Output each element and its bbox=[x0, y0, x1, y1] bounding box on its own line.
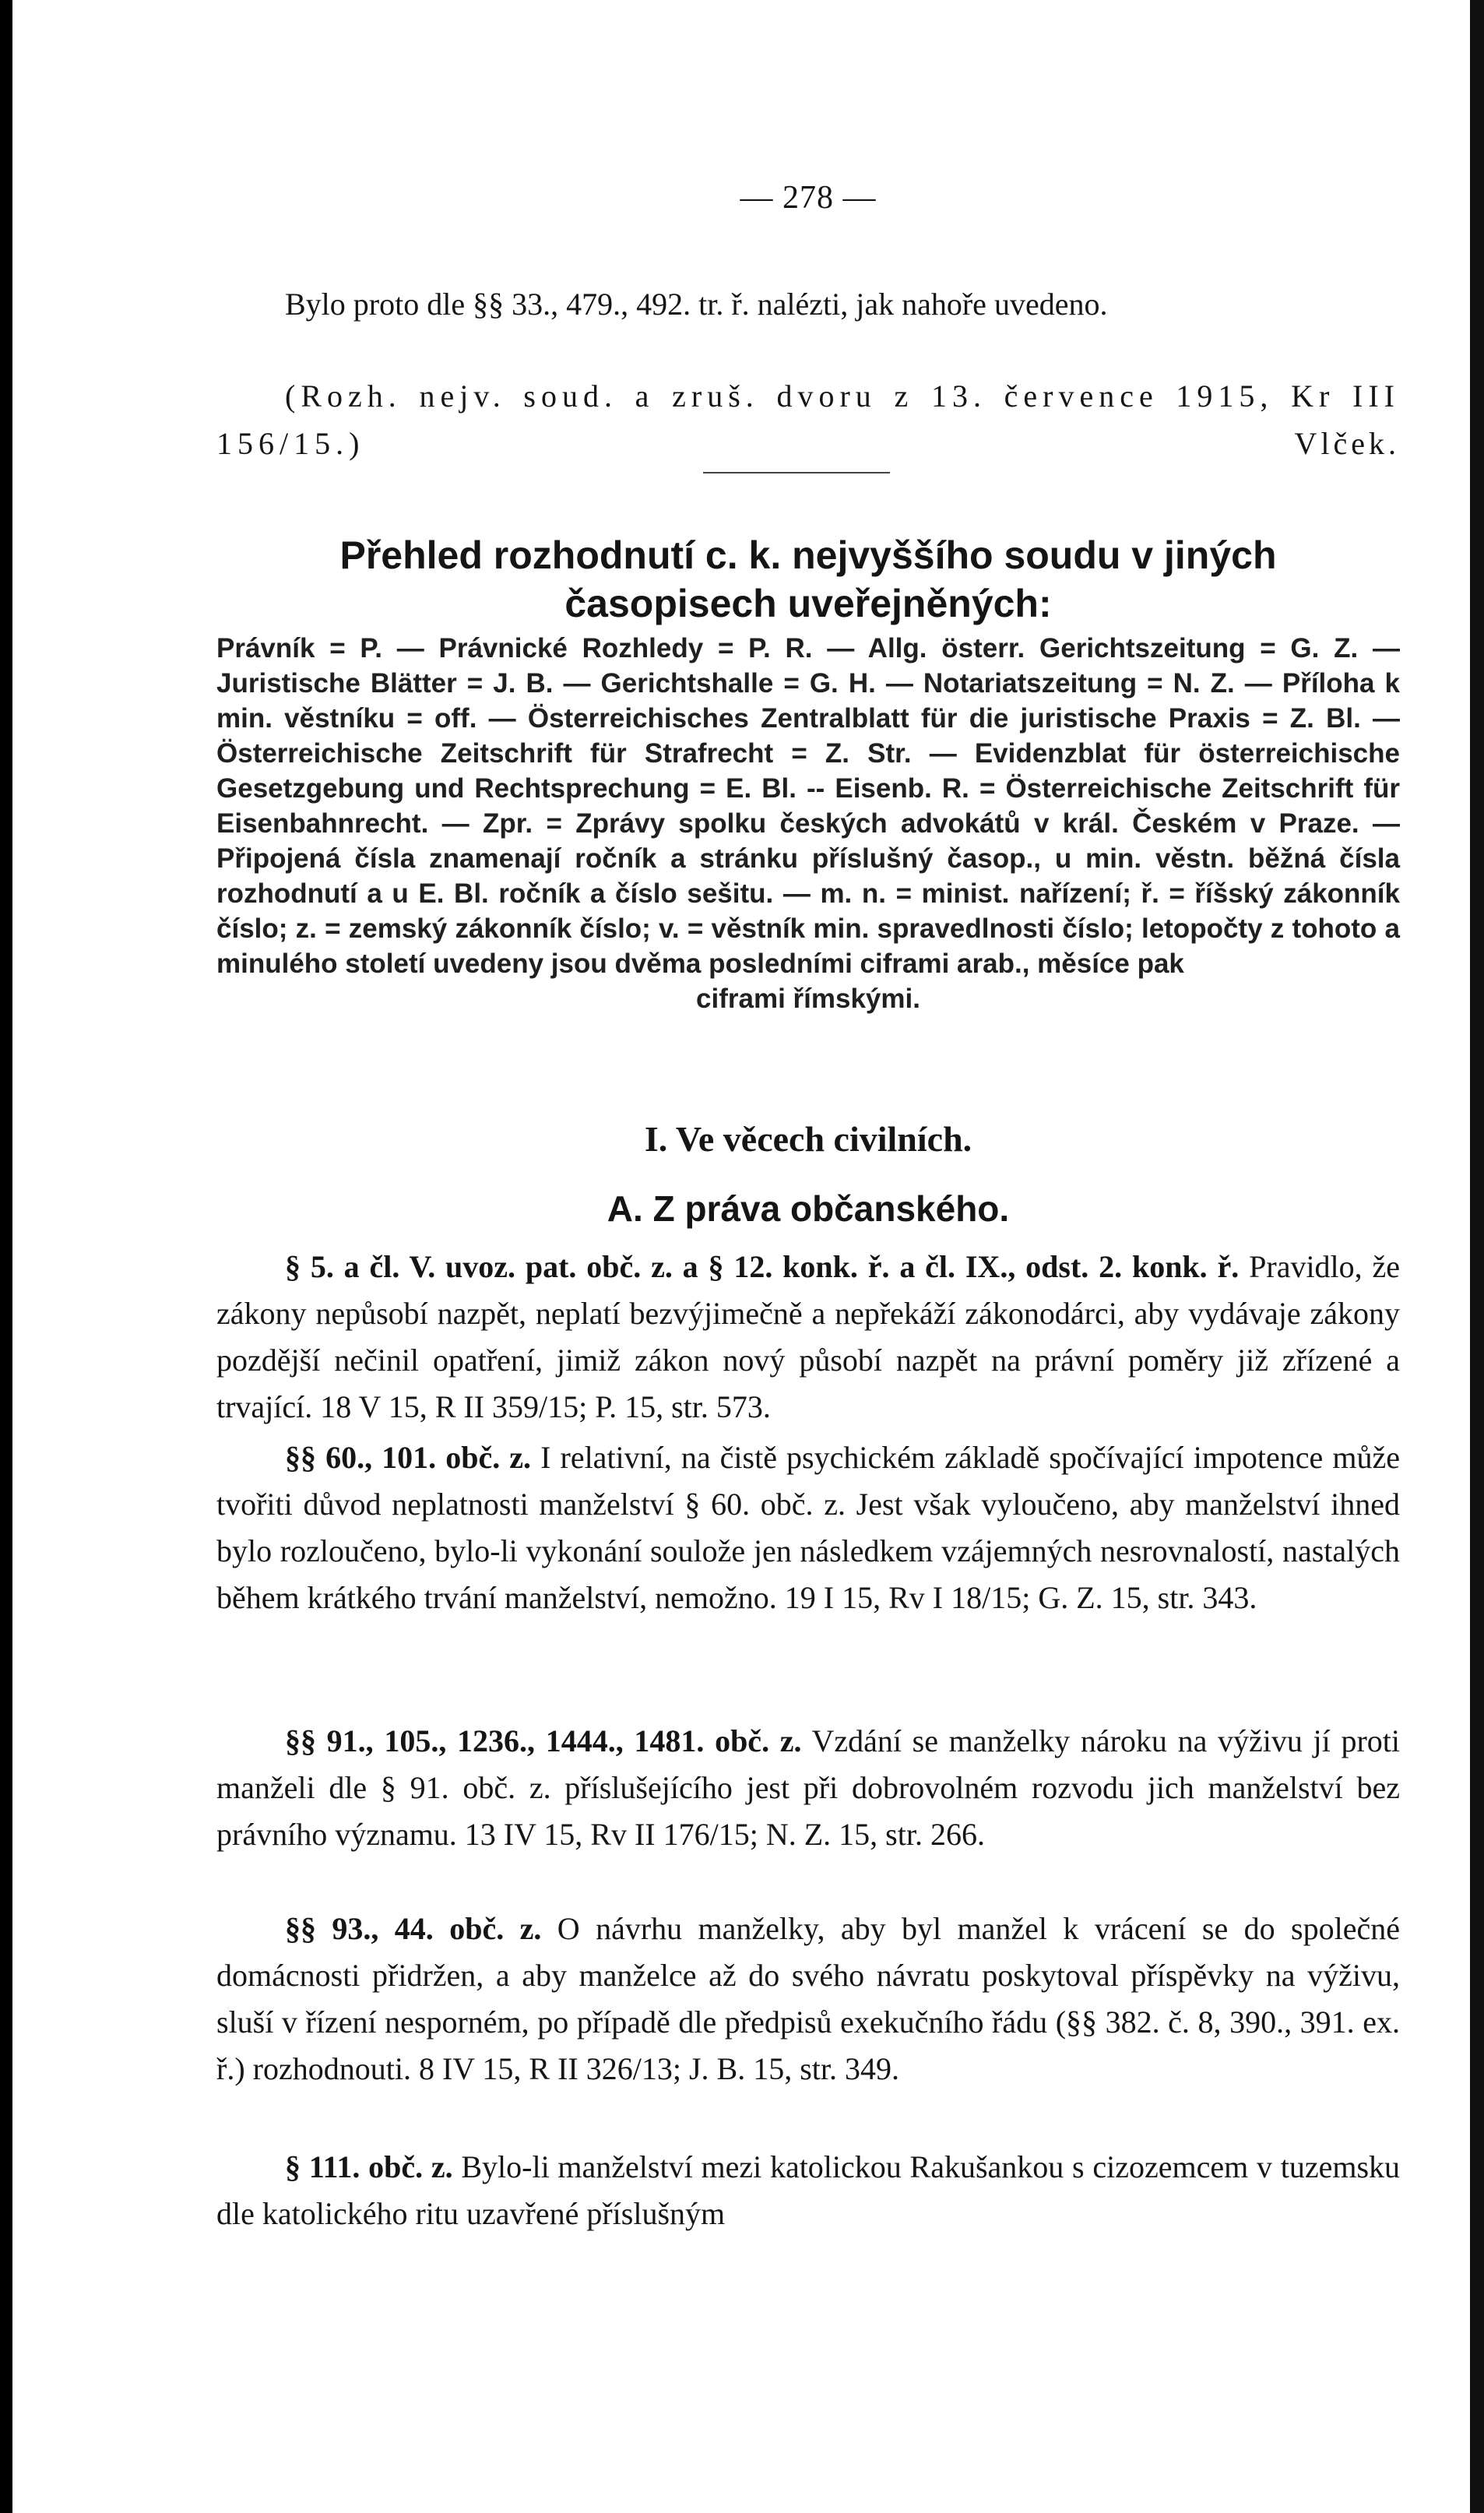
decision-entry-4 bbox=[216, 1906, 1400, 2092]
legal-reference: §§ 60., 101. obč. z. bbox=[285, 1440, 532, 1475]
paper-sheet bbox=[12, 0, 1470, 2513]
abbreviation-last-line: ciframi římskými. bbox=[696, 984, 920, 1014]
right-scan-shadow bbox=[1470, 0, 1484, 2513]
abbreviation-list bbox=[216, 631, 1400, 1016]
legal-reference: §§ 93., 44. obč. z. bbox=[285, 1911, 542, 1946]
legal-reference: § 5. a čl. V. uvoz. pat. obč. z. a § 12. konk. ř. a čl. IX., odst. 2. konk. ř. bbox=[285, 1249, 1240, 1284]
separator-rule bbox=[703, 472, 890, 473]
decision-entry-3 bbox=[216, 1718, 1400, 1858]
author-signature: Vlček. bbox=[1294, 426, 1400, 461]
legal-reference: § 111. obč. z. bbox=[285, 2149, 453, 2184]
section-title-civil: I. Ve věcech civilních. bbox=[644, 1119, 972, 1159]
decision-entry-5 bbox=[216, 2144, 1400, 2237]
decision-text: O návrhu manželky, aby byl manžel k vrácení se do společné domácnosti přidržen, a aby manželce až do svého návratu poskytoval příspěvky na výživu, sluší v řízení nesporném, po případě dle předpisů exekučního řádu (§§ 382. č. 8, 390., 391. ex. ř.) rozhodnouti. 8 IV 15, R II 326/13; J. B. 15, str. 349. bbox=[216, 1911, 1400, 2086]
overview-heading-line-1: Přehled rozhodnutí c. k. nejvyššího soudu v jiných bbox=[339, 533, 1277, 577]
intro-paragraph bbox=[216, 280, 1400, 328]
court-citation-paragraph bbox=[216, 372, 1400, 467]
legal-reference: §§ 91., 105., 1236., 1444., 1481. obč. z. bbox=[285, 1723, 802, 1758]
subsection-title-civil-law: A. Z práva občanského. bbox=[607, 1188, 1010, 1229]
page-number: — 278 — bbox=[740, 180, 877, 216]
decision-text: I relativní, na čistě psychickém základě spočívající impotence může tvořiti důvod neplatnosti manželství § 60. obč. z. Jest však vyloučeno, aby manželství ihned bylo rozloučeno, bylo-li vykonání soulože jen následkem vzájemných nesrovnalostí, nastalých během krátkého trvání manželství, nemožno. 19 I 15, Rv I 18/15; G. Z. 15, str. 343. bbox=[216, 1440, 1401, 1615]
abbreviation-text: Právník = P. — Právnické Rozhledy = P. R. — Allg. österr. Gerichtszeitung = G. Z. — Juristische Blätter = J. B. — Gerichtshalle = G. H. — Notariatszeitung = N. Z. — Příloha k min. věstníku = off. — Österreichisches Zentralblatt für die juristische Praxis = Z. Bl. — Österreichische Zeitschrift für Strafrecht = Z. Str. — Evidenzblat für österreichische Gesetzgebung und Rechtsprechung = E. Bl. -- Eisenb. R. = Österreichische Zeitschrift für Eisenbahnrecht. — Zpr. = Zprávy spolku českých advokátů v král. Českém v Praze. — Připojená čísla znamenají ročník a stránku příslušný časop., u min. věstn. běžná čísla rozhodnutí a u E. Bl. ročník a číslo sešitu. — m. n. = minist. nařízení; ř. = říšský zákonník číslo; z. = zemský zákonník číslo; v. = věstník min. spravedlnosti číslo; letopočty z tohoto a minulého století uvedeny jsou dvěma posledními ciframi arab., měsíce pak bbox=[216, 633, 1400, 979]
decision-text: Vzdání se manželky nároku na výživu jí proti manželi dle § 91. obč. z. příslušejícího jest při dobrovolném rozvodu jich manželství bez právního významu. 13 IV 15, Rv II 176/15; N. Z. 15, str. 266. bbox=[216, 1723, 1400, 1852]
decision-text: Pravidlo, že zákony nepůsobí nazpět, neplatí bezvýjimečně a nepřekáží zákonodárci, aby vydávaje zákony pozdější nečinil opatření, jimiž zákon nový působí nazpět na právní poměry již zřízené a trvající. 18 V 15, R II 359/15; P. 15, str. 573. bbox=[216, 1249, 1401, 1424]
decision-text: Bylo-li manželství mezi katolickou Rakušankou s cizozemcem v tuzemsku dle katolického ritu uzavřené příslušným bbox=[216, 2149, 1401, 2231]
intro-text: Bylo proto dle §§ 33., 479., 492. tr. ř. nalézti, jak nahoře uvedeno. bbox=[285, 287, 1108, 322]
decision-entry-2 bbox=[216, 1434, 1400, 1621]
decision-entry-1 bbox=[216, 1244, 1400, 1431]
court-citation: (Rozh. nejv. soud. a zruš. dvoru z 13. července 1915, Kr III 156/15.) bbox=[216, 378, 1400, 461]
overview-heading-line-2: časopisech uveřejněných: bbox=[564, 582, 1052, 625]
